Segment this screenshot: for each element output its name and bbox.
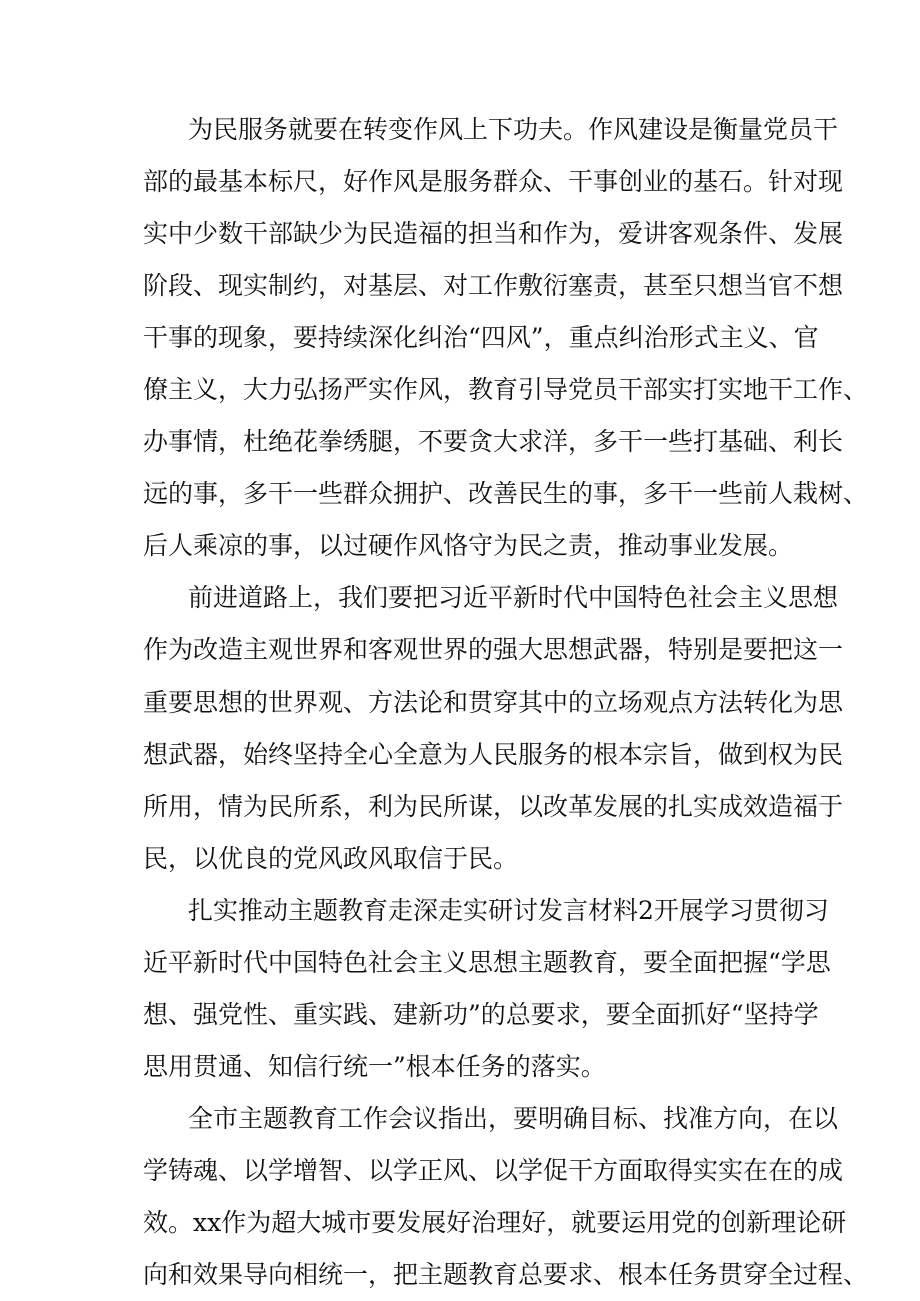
paragraph-1-line-8: 远的事，多干一些群众拥护、改善民生的事，多干一些前人栽树、	[143, 479, 869, 508]
paragraph-4-line-2: 学铸魂、以学增智、以学正风、以学促干方面取得实实在在的成	[143, 1156, 844, 1185]
paragraph-2-line-5: 所用，情为民所系，利为民所谋，以改革发展的扎实成效造福于	[143, 792, 844, 821]
paragraph-4-line-5: 向和效果导向相统一，把主题教育总要求、根本任务贯穿全过程、	[143, 1260, 869, 1289]
paragraph-1-line-9: 后人乘凉的事，以过硬作风恪守为民之责，推动事业发展。	[143, 531, 794, 560]
paragraph-1-line-3: 实中少数干部缺少为民造福的担当和作为，爱讲客观条件、发展	[143, 219, 844, 248]
paragraph-2-line-4: 想武器，始终坚持全心全意为人民服务的根本宗旨，做到权为民	[143, 740, 844, 769]
paragraph-3-line-3: 想、强党性、重实践、建新功”的总要求，要全面抓好“坚持学	[143, 1000, 819, 1029]
paragraph-2-line-6: 民，以优良的党风政风取信于民。	[143, 844, 519, 873]
paragraph-3-line-4: 思用贯通、知信行统一”根本任务的落实。	[143, 1052, 606, 1081]
paragraph-4-line-3: 效。xx作为超大城市要发展好治理好，就要运用党的创新理论研	[143, 1208, 847, 1237]
paragraph-1-line-1: 为民服务就要在转变作风上下功夫。作风建设是衡量党员干	[188, 115, 839, 144]
paragraph-1-line-6: 僚主义，大力弘扬严实作风，教育引导党员干部实打实地干工作、	[143, 375, 869, 404]
paragraph-3-line-1: 扎实推动主题教育走深走实研讨发言材料2开展学习贯彻习	[188, 896, 829, 925]
paragraph-2-line-1: 前进道路上，我们要把习近平新时代中国特色社会主义思想	[188, 583, 839, 612]
paragraph-1-line-4: 阶段、现实制约，对基层、对工作敷衍塞责，甚至只想当官不想	[143, 271, 844, 300]
paragraph-2-line-3: 重要思想的世界观、方法论和贯穿其中的立场观点方法转化为思	[143, 688, 844, 717]
paragraph-4-line-1: 全市主题教育工作会议指出，要明确目标、找准方向，在以	[188, 1104, 839, 1133]
paragraph-1-line-5: 干事的现象，要持续深化纠治“四风”，重点纠治形式主义、官	[143, 323, 819, 352]
paragraph-3-line-2: 近平新时代中国特色社会主义思想主题教育，要全面把握“学思	[143, 948, 831, 977]
paragraph-1-line-2: 部的最基本标尺，好作风是服务群众、干事创业的基石。针对现	[143, 167, 844, 196]
paragraph-2-line-2: 作为改造主观世界和客观世界的强大思想武器，特别是要把这一	[143, 635, 844, 664]
paragraph-1-line-7: 办事情，杜绝花拳绣腿，不要贪大求洋，多干一些打基础、利长	[143, 427, 844, 456]
